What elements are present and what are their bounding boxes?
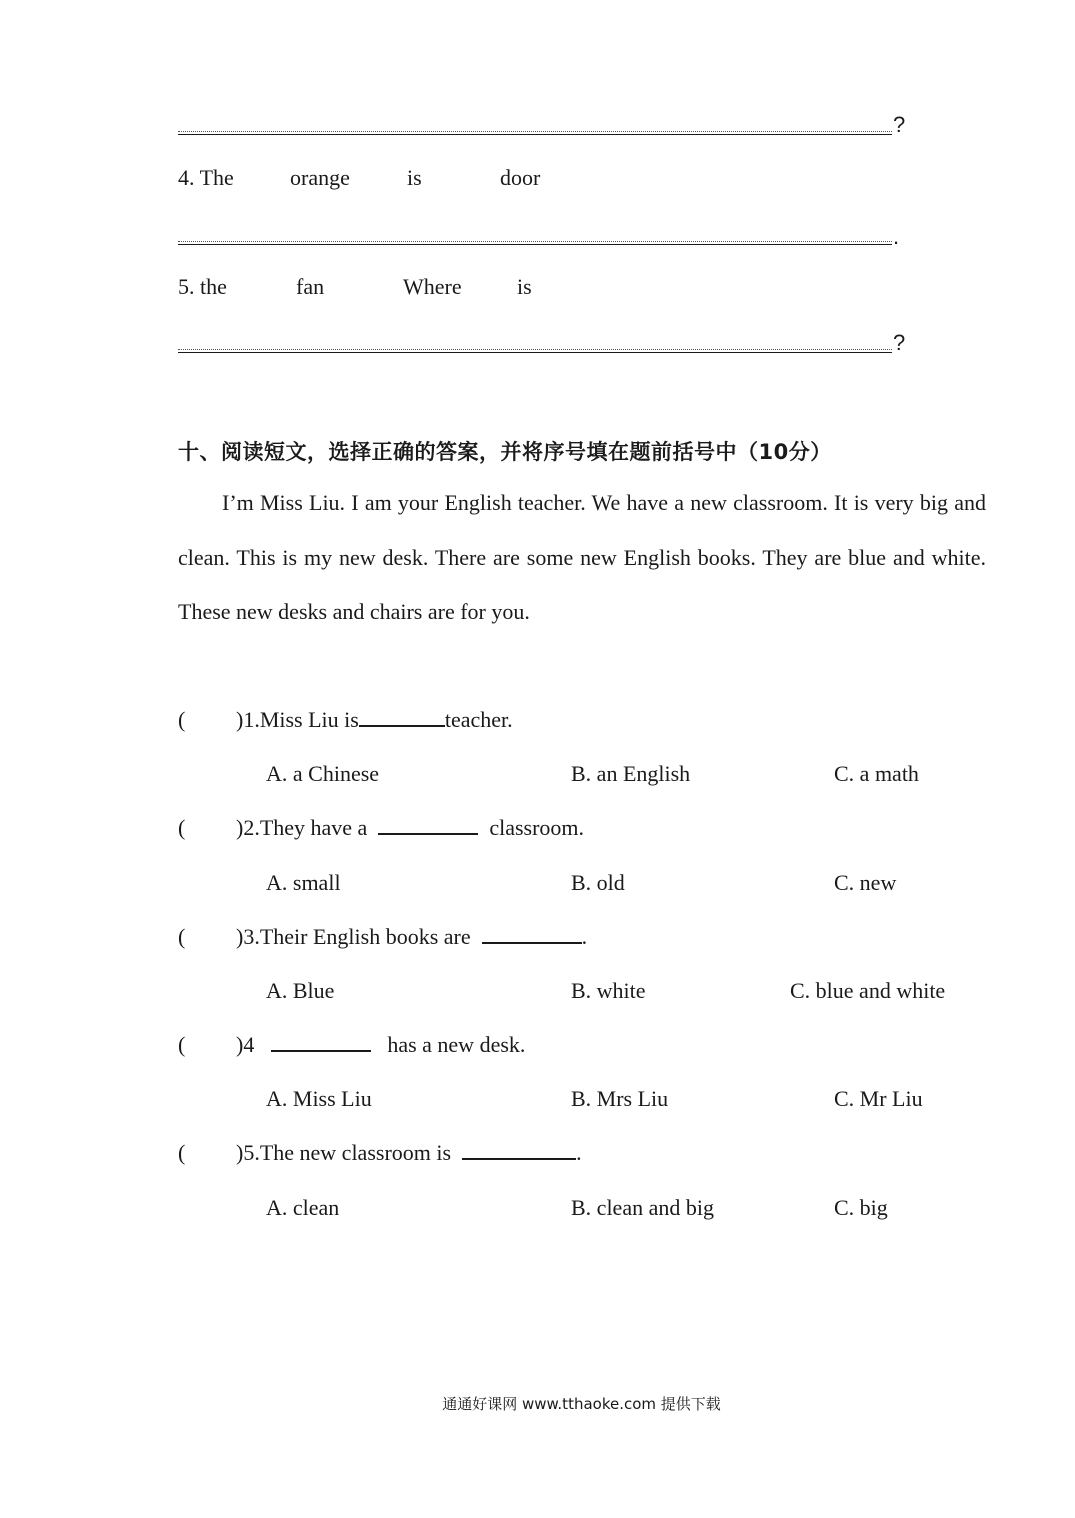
option-a[interactable]: A. clean [266, 1195, 340, 1220]
question-prefix: )3.Their English books are [236, 924, 471, 949]
answer-line-q3[interactable] [178, 122, 892, 135]
answer-paren[interactable]: ( [178, 1032, 186, 1057]
end-punct-q3: ? [893, 112, 906, 137]
option-b[interactable]: B. an English [571, 761, 691, 786]
end-punct-q5: ? [893, 330, 906, 355]
option-a[interactable]: A. a Chinese [266, 761, 380, 786]
option-a[interactable]: A. Blue [266, 978, 335, 1003]
q5-word-2: fan [296, 274, 325, 299]
option-c[interactable]: C. blue and white [790, 978, 946, 1003]
question-stem [236, 707, 513, 733]
option-b[interactable]: B. Mrs Liu [571, 1086, 669, 1111]
q5-word-1: 5. the [178, 274, 227, 299]
question-stem [236, 924, 587, 950]
option-c[interactable]: C. new [834, 870, 897, 895]
q4-word-3: is [407, 165, 422, 190]
option-a[interactable]: A. Miss Liu [266, 1086, 372, 1111]
answer-paren[interactable]: ( [178, 1140, 186, 1165]
q4-word-1: 4. The [178, 165, 234, 190]
question-stem [236, 815, 584, 841]
question-suffix: . [581, 924, 588, 949]
question-stem [236, 1140, 582, 1166]
question-prefix: )5.The new classroom is [236, 1140, 452, 1165]
q4-word-4: door [500, 165, 541, 190]
option-b[interactable]: B. white [571, 978, 646, 1003]
blank[interactable] [378, 815, 478, 835]
answer-line-q5[interactable] [178, 340, 892, 353]
q5-word-4: is [517, 274, 532, 299]
blank[interactable] [462, 1140, 576, 1160]
question-suffix: . [576, 1140, 582, 1165]
reading-passage [178, 476, 986, 640]
option-c[interactable]: C. big [834, 1195, 888, 1220]
option-a[interactable]: A. small [266, 870, 341, 895]
answer-paren[interactable]: ( [178, 924, 186, 949]
footer-text: 通通好课网 www.tthaoke.com 提供下载 [442, 1395, 721, 1413]
question-prefix: )1.Miss Liu is [236, 707, 359, 732]
question-prefix: )2.They have a [236, 815, 368, 840]
question-suffix: has a new desk. [387, 1032, 526, 1057]
question-suffix: teacher. [444, 707, 513, 732]
blank[interactable] [271, 1032, 371, 1052]
question-prefix: )4 [236, 1032, 255, 1057]
answer-paren[interactable]: ( [178, 815, 186, 840]
blank[interactable] [482, 924, 582, 944]
section-heading: 十、阅读短文，选择正确的答案，并将序号填在题前括号中（10分） [178, 440, 832, 464]
blank[interactable] [359, 707, 445, 727]
passage-text: I’m Miss Liu. I am your English teacher. We have a new classroom. It is very big and clean. This is my new desk. There are some new English books. They are blue and white. These new desks and chairs are for you. [178, 490, 986, 624]
answer-line-q4[interactable] [178, 232, 892, 245]
answer-paren[interactable]: ( [178, 707, 186, 732]
q5-word-3: Where [403, 274, 462, 299]
option-c[interactable]: C. a math [834, 761, 919, 786]
question-suffix: classroom. [489, 815, 585, 840]
option-b[interactable]: B. old [571, 870, 625, 895]
end-punct-q4: . [893, 224, 900, 249]
option-c[interactable]: C. Mr Liu [834, 1086, 923, 1111]
question-stem [236, 1032, 525, 1058]
option-b[interactable]: B. clean and big [571, 1195, 714, 1220]
q4-word-2: orange [290, 165, 350, 190]
